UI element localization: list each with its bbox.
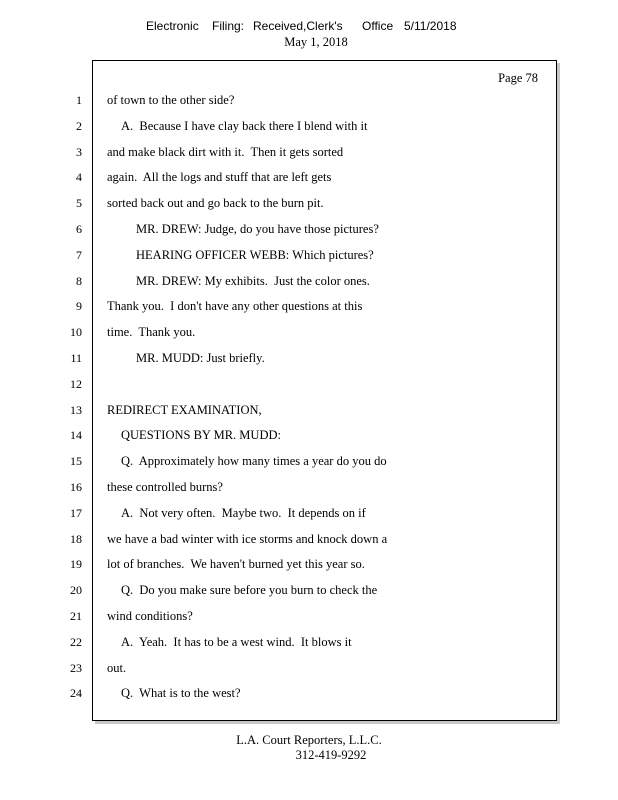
footer-phone: 312-419-9292 [295,748,367,762]
line-number: 4 [76,170,82,185]
line-number: 18 [70,531,82,546]
transcript-line: MR. MUDD: Just briefly. [136,351,265,365]
line-number: 5 [76,196,82,211]
transcript-line: lot of branches. We haven't burned yet this year so. [107,557,365,572]
line-number: 21 [70,609,82,623]
transcript-line: we have a bad winter with ice storms and knock down a [107,531,388,546]
line-number: 8 [76,273,82,288]
transcript-line: again. All the logs and stuff that are left gets [107,170,332,185]
filed-date: May 1, 2018 [284,35,348,49]
line-number: 22 [70,634,82,649]
page-number: Page 78 [498,71,538,85]
line-number: 10 [70,325,82,340]
line-number: 16 [70,480,82,494]
transcript-line: MR. DREW: Judge, do you have those pictures? [136,222,379,236]
transcript-line: A. Not very often. Maybe two. It depends on if [121,505,366,520]
transcript-line: of town to the other side? [107,93,235,107]
line-number: 15 [70,454,82,469]
transcript-line: MR. DREW: My exhibits. Just the color ones. [136,273,370,288]
transcript-line: HEARING OFFICER WEBB: Which pictures? [136,247,374,262]
line-number: 6 [76,222,82,236]
filing-stamp-received: Received,Clerk's [253,19,343,33]
line-number: 19 [70,557,82,572]
transcript-line: out. [107,660,127,675]
transcript-line: REDIRECT EXAMINATION, [107,402,262,417]
transcript-line: sorted back out and go back to the burn pit. [107,196,324,211]
line-number: 12 [70,376,82,391]
line-number: 7 [76,247,82,262]
line-number: 23 [70,660,82,675]
line-number: 11 [70,351,82,365]
transcript-line: Q. Do you make sure before you burn to check the [121,583,378,598]
line-number: 14 [70,428,82,443]
line-number: 13 [70,402,82,417]
transcript-line: these controlled burns? [107,480,223,494]
filing-stamp-office: Office [362,19,394,33]
transcript-line: and make black dirt with it. Then it gets sorted [107,144,344,159]
filing-stamp-date: 5/11/2018 [404,19,457,33]
filing-stamp-electronic: Electronic [146,19,199,33]
transcript-line: A. Because I have clay back there I blend with it [121,118,368,133]
transcript-line: A. Yeah. It has to be a west wind. It blows it [121,634,352,649]
transcript-line: wind conditions? [107,609,193,623]
filing-stamp-filing: Filing: [212,19,245,33]
footer-company: L.A. Court Reporters, L.L.C. [236,733,382,747]
transcript-line: Thank you. I don't have any other questions at this [107,299,363,314]
line-number: 17 [70,505,82,520]
line-number: 3 [76,144,82,159]
line-number: 2 [76,118,82,133]
transcript-line: Q. What is to the west? [121,686,241,701]
transcript-line: time. Thank you. [107,325,196,340]
transcript-line: QUESTIONS BY MR. MUDD: [121,428,281,443]
footer [0,733,618,763]
line-number: 9 [76,299,82,314]
transcript-line: Q. Approximately how many times a year do you do [121,454,387,469]
line-number: 1 [76,93,82,107]
line-number: 20 [70,583,82,598]
line-number: 24 [70,686,82,701]
